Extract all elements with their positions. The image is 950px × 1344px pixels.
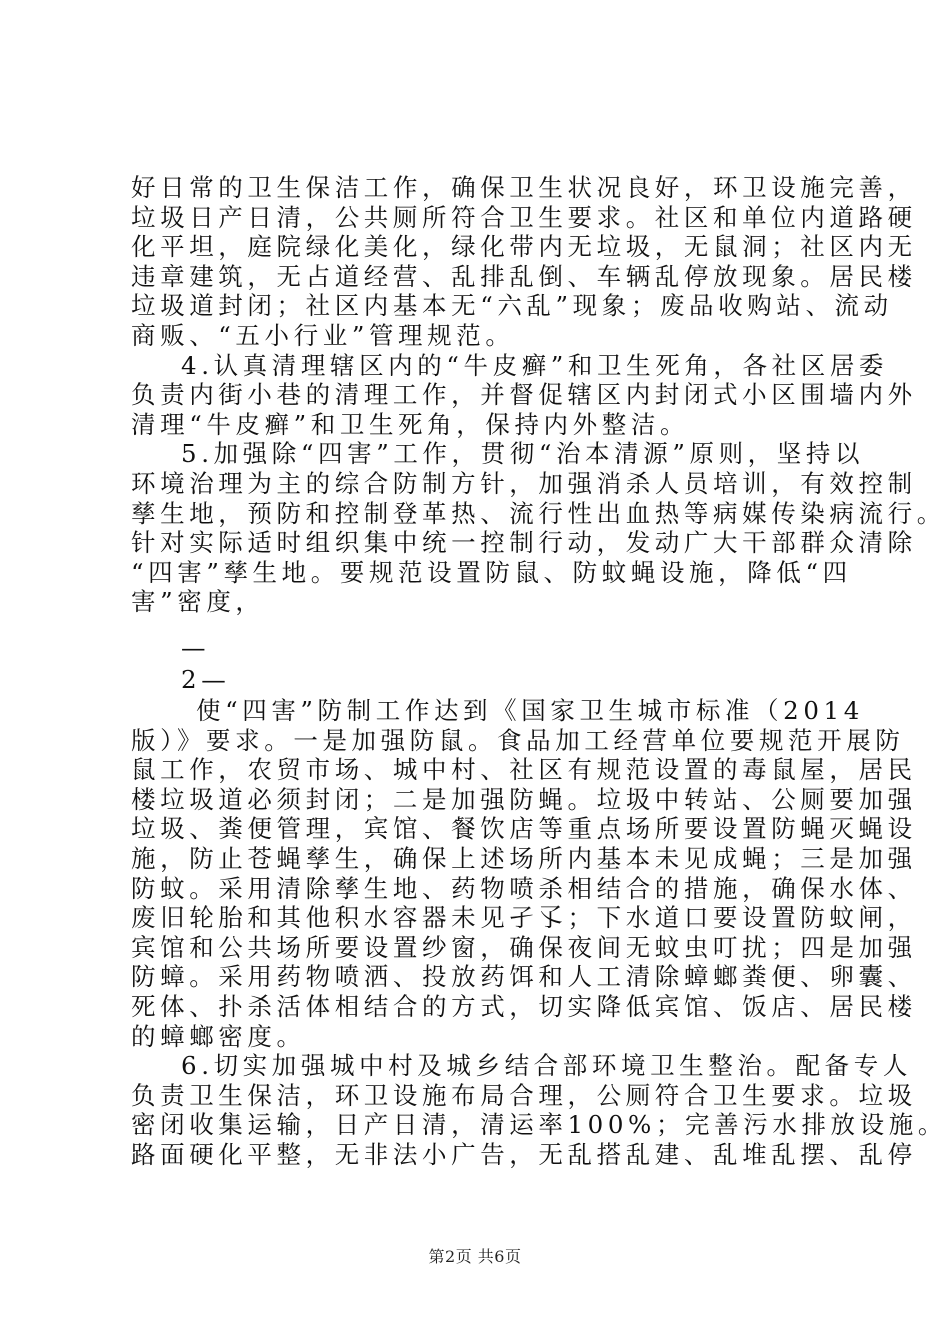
text-line: 密闭收集运输，日产日清，清运率100%；完善污水排放设施。 bbox=[131, 1110, 947, 1139]
paragraph-start-5: 5.加强除“四害”工作，贯彻“治本清源”原则，坚持以 bbox=[181, 439, 865, 468]
text-line: 垃圾日产日清，公共厕所符合卫生要求。社区和单位内道路硬 bbox=[131, 203, 917, 232]
text-line: “四害”孳生地。要规范设置防鼠、防蚊蝇设施，降低“四 bbox=[131, 558, 852, 587]
text-line: 宾馆和公共场所要设置纱窗，确保夜间无蚊虫叮扰；四是加强 bbox=[131, 933, 917, 962]
text-line: 版）》要求。一是加强防鼠。食品加工经营单位要规范开展防 bbox=[131, 726, 905, 755]
text-line: 的蟑螂密度。 bbox=[131, 1022, 306, 1051]
text-line: 施，防止苍蝇孳生，确保上述场所内基本未见成蝇；三是加强 bbox=[131, 844, 917, 873]
page-break-dash: — bbox=[181, 633, 211, 662]
text-line: 死体、扑杀活体相结合的方式，切实降低宾馆、饭店、居民楼 bbox=[131, 992, 917, 1021]
text-line: 害”密度， bbox=[131, 587, 265, 616]
text-line: 路面硬化平整，无非法小广告，无乱搭乱建、乱堆乱摆、乱停 bbox=[131, 1140, 917, 1169]
text-line: 违章建筑，无占道经营、乱排乱倒、车辆乱停放现象。居民楼 bbox=[131, 262, 917, 291]
page-break-number: 2— bbox=[181, 665, 231, 694]
paragraph-start-6: 6.切实加强城中村及城乡结合部环境卫生整治。配备专人 bbox=[181, 1051, 912, 1080]
text-line: 商贩、“五小行业”管理规范。 bbox=[131, 321, 515, 350]
text-line: 化平坦，庭院绿化美化，绿化带内无垃圾，无鼠洞；社区内无 bbox=[131, 232, 917, 261]
page-footer: 第2页 共6页 bbox=[428, 1247, 522, 1266]
text-line: 清理“牛皮癣”和卫生死角，保持内外整洁。 bbox=[131, 410, 690, 439]
text-line: 使“四害”防制工作达到《国家卫生城市标准（2014 bbox=[196, 696, 864, 725]
text-line: 鼠工作，农贸市场、城中村、社区有规范设置的毒鼠屋，居民 bbox=[131, 755, 917, 784]
text-line: 环境治理为主的综合防制方针，加强消杀人员培训，有效控制 bbox=[131, 469, 917, 498]
text-line: 负责卫生保洁，环卫设施布局合理，公厕符合卫生要求。垃圾 bbox=[131, 1081, 917, 1110]
text-line: 废旧轮胎和其他积水容器未见孑孓；下水道口要设置防蚊闸， bbox=[131, 903, 917, 932]
text-line: 好日常的卫生保洁工作，确保卫生状况良好，环卫设施完善， bbox=[131, 173, 917, 202]
text-line: 孳生地，预防和控制登革热、流行性出血热等病媒传染病流行。 bbox=[131, 499, 946, 528]
text-line: 防蟑。采用药物喷洒、投放药饵和人工清除蟑螂粪便、卵囊、 bbox=[131, 962, 917, 991]
paragraph-start-4: 4.认真清理辖区内的“牛皮癣”和卫生死角，各社区居委 bbox=[181, 351, 889, 380]
text-line: 负责内街小巷的清理工作，并督促辖区内封闭式小区围墙内外 bbox=[131, 380, 917, 409]
text-line: 针对实际适时组织集中统一控制行动，发动广大干部群众清除 bbox=[131, 528, 917, 557]
text-line: 楼垃圾道必须封闭；二是加强防蝇。垃圾中转站、公厕要加强 bbox=[131, 785, 917, 814]
text-line: 防蚊。采用清除孳生地、药物喷杀相结合的措施，确保水体、 bbox=[131, 874, 917, 903]
text-line: 垃圾、粪便管理，宾馆、餐饮店等重点场所要设置防蝇灭蝇设 bbox=[131, 814, 917, 843]
text-line: 垃圾道封闭；社区内基本无“六乱”现象；废品收购站、流动 bbox=[131, 291, 893, 320]
